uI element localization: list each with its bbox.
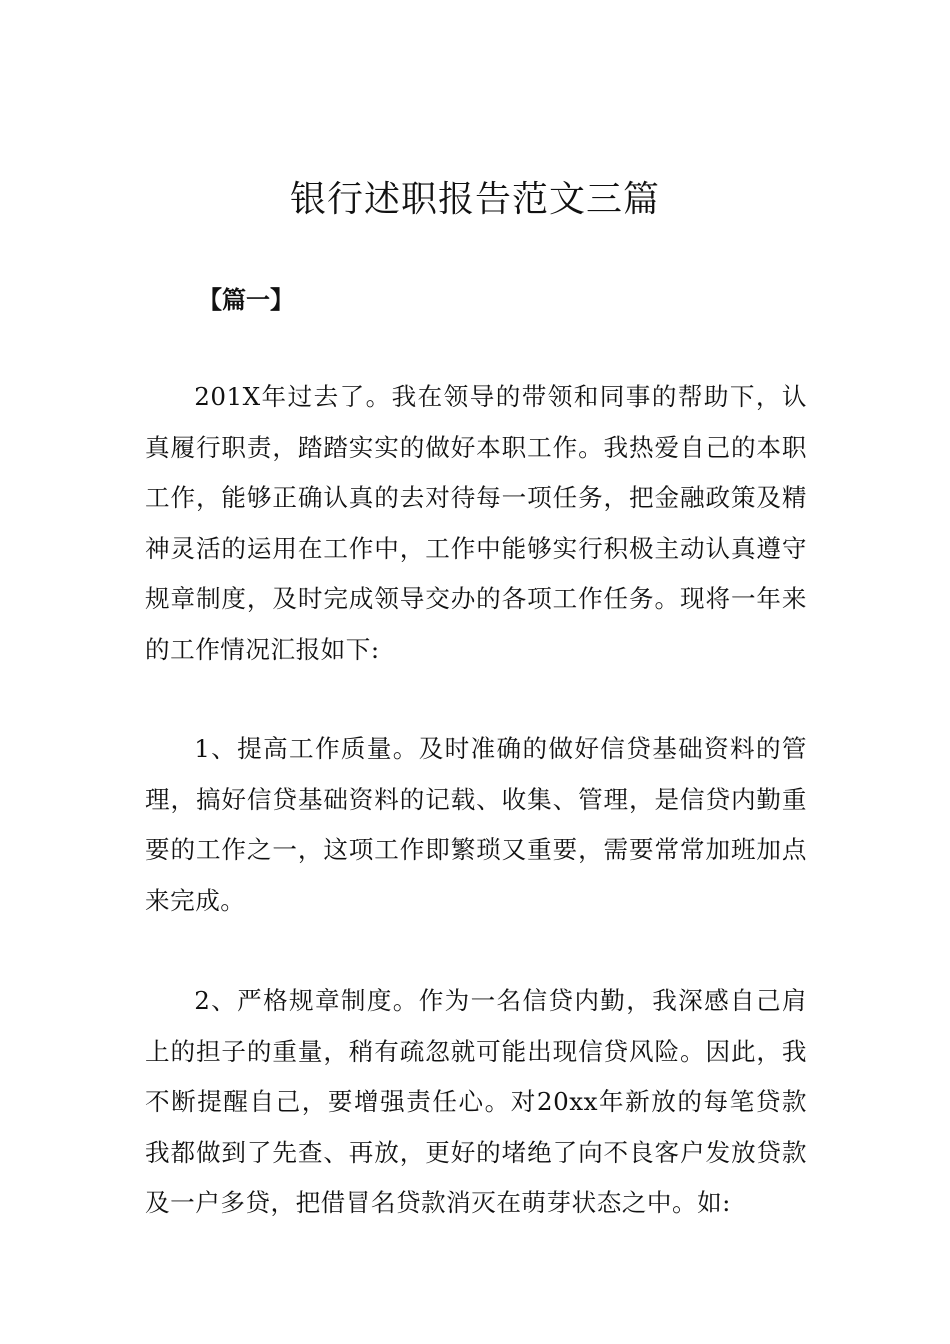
paragraph-intro: 201X年过去了。我在领导的带领和同事的帮助下，认真履行职责，踏踏实实的做好本职工作。我热爱自己的本职工作，能够正确认真的去对待每一项任务，把金融政策及精神灵活的运用在工作中，工作中能够实行积极主动认真遵守规章制度，及时完成领导交办的各项工作任务。现将一年来的工作情况汇报如下:: [145, 382, 807, 664]
paragraph-item-1: 1、提高工作质量。及时准确的做好信贷基础资料的管理，搞好信贷基础资料的记载、收集、管理，是信贷内勤重要的工作之一，这项工作即繁琐又重要，需要常常加班加点来完成。: [145, 734, 807, 915]
document-title: 银行述职报告范文三篇: [289, 179, 660, 220]
section-heading: 【篇一】: [198, 286, 294, 314]
paragraph-item-2: 2、严格规章制度。作为一名信贷内勤，我深感自己肩上的担子的重量，稍有疏忽就可能出现信贷风险。因此，我不断提醒自己，要增强责任心。对20xx年新放的每笔贷款我都做到了先查、再放，更好的堵绝了向不良客户发放贷款及一户多贷，把借冒名贷款消灭在萌芽状态之中。如:: [145, 986, 807, 1218]
